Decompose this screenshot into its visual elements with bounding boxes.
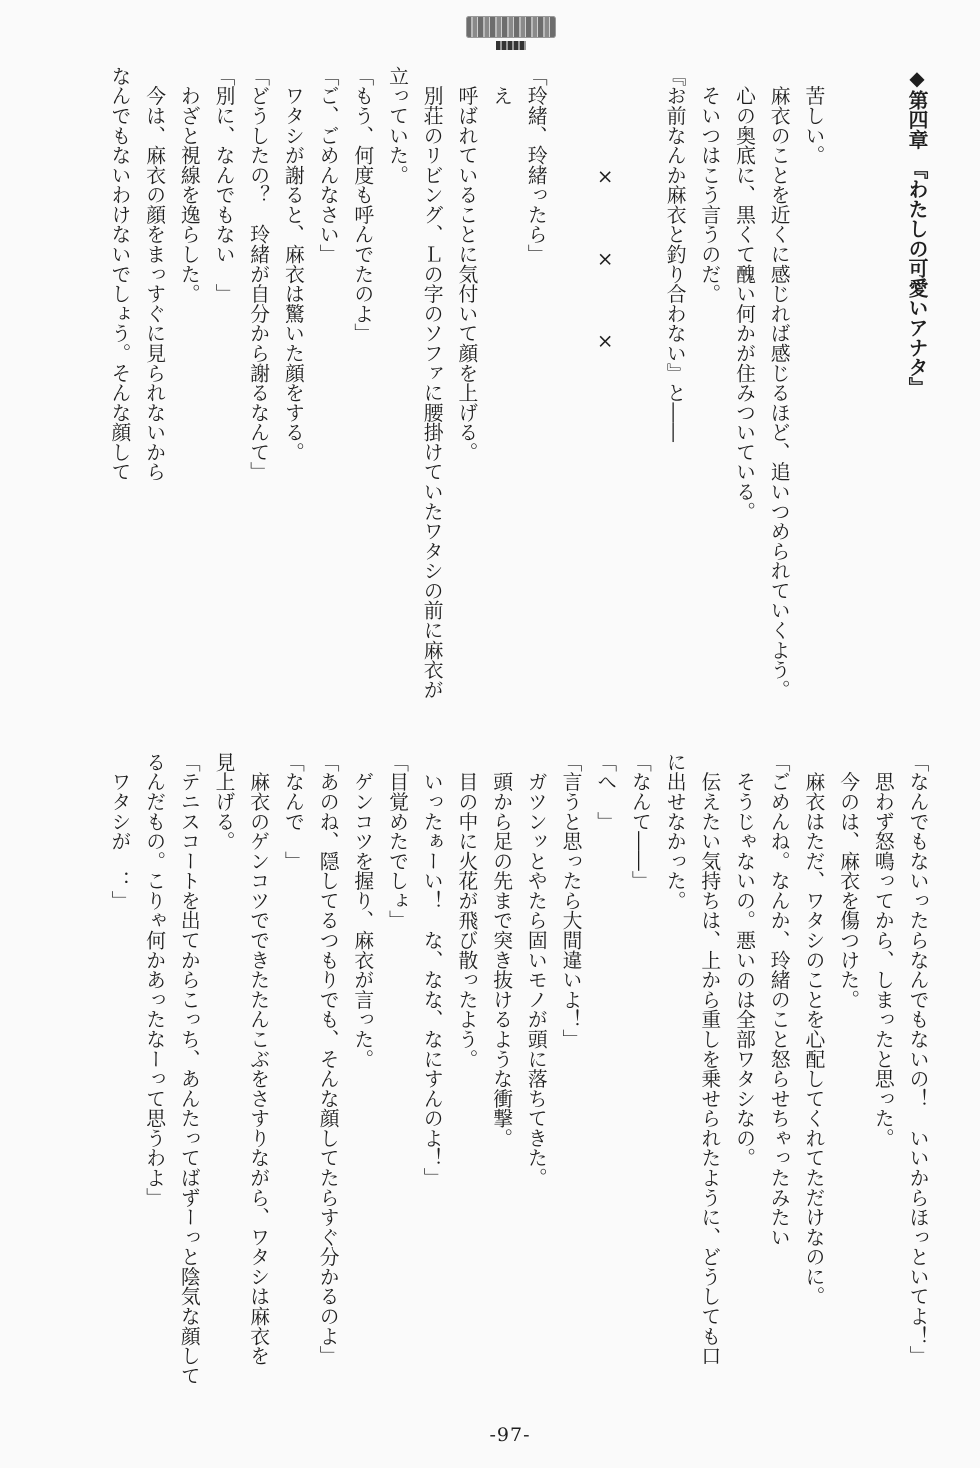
text-line: ワタシが謝ると、麻衣は驚いた顔をする。 [281, 66, 305, 462]
chapter-title: ◆第四章 『わたしの可愛いアナタ』 [905, 66, 929, 397]
text-line: 麻衣のゲンコツでできたたんこぶをさすりながら、ワタシは麻衣を [246, 752, 270, 1366]
text-line: 目の中に火花が飛び散ったよう。 [454, 752, 478, 1069]
text-line: 伝えたい気持ちは、上から重しを乗せられたように、どうしても口 [697, 752, 721, 1366]
text-line: 「ご、ごめんなさい」 [316, 66, 340, 264]
text-line: 「へ 」 [593, 752, 617, 832]
scene-break: × × × [593, 66, 617, 353]
text-line: そうじゃないの。悪いのは全部ワタシなの。 [732, 752, 756, 1168]
text-line: るんだもの。こりゃ何かあったなーって思うわよ」 [142, 752, 166, 1208]
text-line: 『お前なんか麻衣と釣り合わない』と―― [663, 66, 687, 442]
text-line: 今のは、麻衣を傷つけた。 [836, 752, 860, 1010]
text-line: 頭から足の先まで突き抜けるような衝撃。 [489, 752, 513, 1148]
text-line: 「テニスコートを出てからこっち、あんたってばずーっと陰気な顔して [177, 752, 201, 1386]
text-line: 「どうしたの？ 玲緒が自分から謝るなんて」 [246, 66, 270, 482]
text-line: 苦しい。 [801, 66, 825, 165]
text-line: ガツンッとやたら固いモノが頭に落ちてきた。 [524, 752, 548, 1188]
text-line: 「玲緒、玲緒ったら」 [524, 66, 548, 264]
text-line: に出せなかった。 [663, 752, 687, 911]
text-line: 別荘のリビング、Ｌの字のソファに腰掛けていたワタシの前に麻衣が [420, 66, 444, 700]
text-line: 思わず怒鳴ってから、しまったと思った。 [871, 752, 895, 1148]
text-line: 麻衣のことを近くに感じれば感じるほど、追いつめられていくよう。 [767, 66, 791, 700]
text-line: 「なんで 」 [281, 752, 305, 871]
text-line: ワタシが ：」 [107, 752, 131, 911]
text-line: 麻衣はただ、ワタシのことを心配してくれてただけなのに。 [801, 752, 825, 1307]
text-block-lower [0, 752, 980, 1412]
page-number: -97- [489, 1424, 531, 1446]
text-line: いったぁーい！ な、なな、なにすんのよ！」 [420, 752, 444, 1188]
header-logo [466, 16, 556, 54]
text-line: わざと視線を逸らした。 [177, 66, 201, 304]
text-line: ゲンコツを握り、麻衣が言った。 [350, 752, 374, 1069]
text-line: 「目覚めたでしょ」 [385, 752, 409, 931]
logo-subtitle-graphic [496, 41, 526, 50]
text-line: え [489, 66, 513, 106]
text-line: 立っていた。 [385, 66, 409, 185]
text-line: 「別に、なんでもない 」 [212, 66, 235, 304]
text-line: なんでもないわけないでしょう。そんな顔して [107, 66, 131, 482]
text-line: 呼ばれていることに気付いて顔を上げる。 [454, 66, 478, 462]
text-line: 見上げる。 [212, 752, 235, 851]
text-line: 「なんでもないったらなんでもないの！ いいからほっといてよ！」 [906, 752, 929, 1366]
logo-title-graphic [466, 16, 556, 38]
text-line: 「なんて――」 [628, 752, 652, 891]
text-line: 「ごめんね。なんか、玲緒のこと怒らせちゃったみたい [767, 752, 791, 1247]
text-line: 今は、麻衣の顔をまっすぐに見られないから [142, 66, 166, 482]
text-line: 「もう、何度も呼んでたのよ」 [350, 66, 374, 344]
text-line: 心の奥底に、黒くて醜い何かが住みついている。 [732, 66, 756, 522]
text-line: 「あのね、隠してるつもりでも、そんな顔してたらすぐ分かるのよ」 [316, 752, 340, 1366]
text-block-upper [0, 66, 980, 706]
text-line: 「言うと思ったら大間違いよ！」 [559, 752, 582, 1049]
text-line: そいつはこう言うのだ。 [697, 66, 721, 304]
